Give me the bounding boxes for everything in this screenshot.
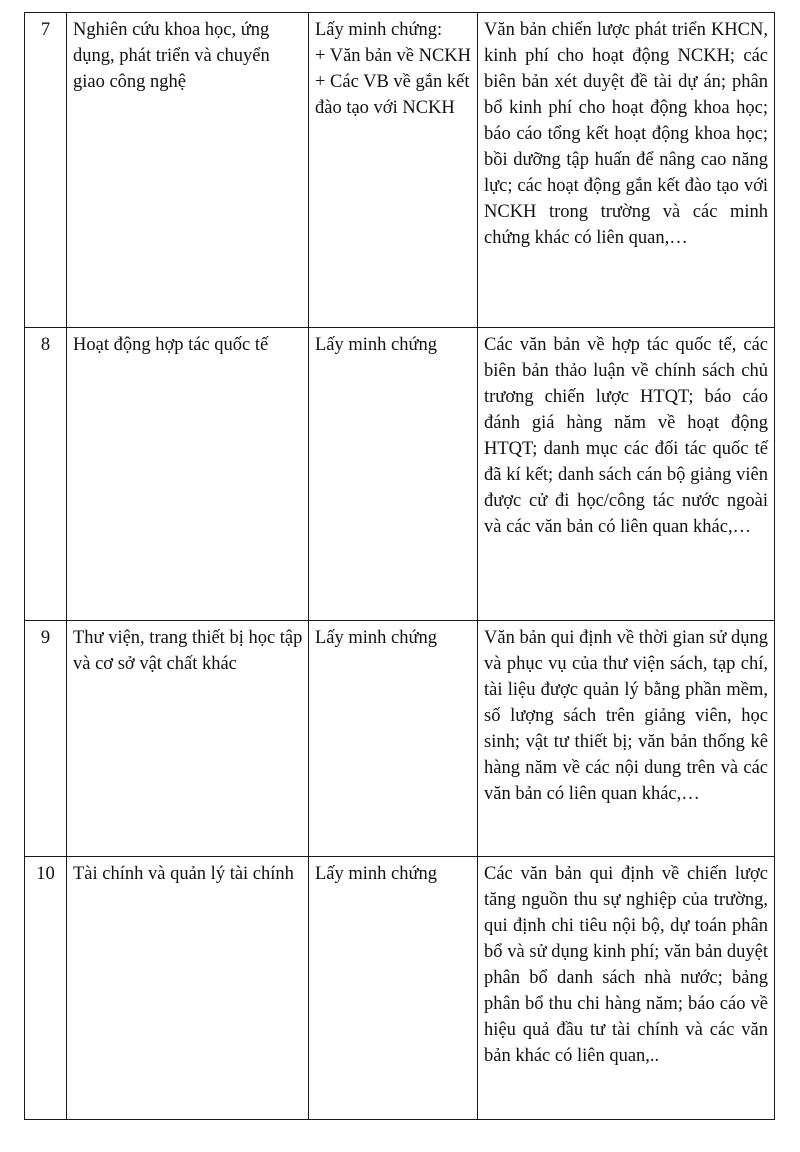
evidence-table	[24, 12, 775, 1120]
criterion-content: Thư viện, trang thiết bị học tập và cơ sở vật chất khác	[67, 621, 309, 857]
criterion-content: Nghiên cứu khoa học, ứng dụng, phát triển và chuyển giao công nghệ	[67, 13, 309, 328]
evidence-description: Các văn bản về hợp tác quốc tế, các biên bản thảo luận về chính sách chủ trương chiến lược HTQT; báo cáo đánh giá hàng năm về hoạt động HTQT; danh mục các đối tác quốc tế đã kí kết; danh sách cán bộ giảng viên được cử đi học/công tác nước ngoài và các văn bản có liên quan khác,…	[478, 328, 775, 621]
evidence-description: Văn bản qui định về thời gian sử dụng và phục vụ của thư viện sách, tạp chí, tài liệu được quản lý bằng phần mềm, số lượng sách trên giảng viên, học sinh; vật tư thiết bị; văn bản thống kê hàng năm về các nội dung trên và các văn bản có liên quan khác,…	[478, 621, 775, 857]
method-line: Lấy minh chứng	[315, 628, 438, 648]
criterion-content: Tài chính và quản lý tài chính	[67, 857, 309, 1120]
row-number: 9	[25, 621, 67, 857]
row-number: 8	[25, 328, 67, 621]
table-row	[25, 857, 775, 1120]
method-line: Lấy minh chứng:	[315, 20, 443, 40]
collection-method	[309, 857, 478, 1120]
collection-method	[309, 621, 478, 857]
method-line: + Các VB về gắn kết đào tạo với NCKH	[315, 72, 470, 118]
table-row	[25, 621, 775, 857]
row-number: 7	[25, 13, 67, 328]
method-line: Lấy minh chứng	[315, 864, 438, 884]
row-number: 10	[25, 857, 67, 1120]
method-line: + Văn bản về NCKH	[315, 46, 472, 66]
collection-method	[309, 13, 478, 328]
method-line: Lấy minh chứng	[315, 335, 438, 355]
criterion-content: Hoạt động hợp tác quốc tế	[67, 328, 309, 621]
evidence-description: Văn bản chiến lược phát triển KHCN, kinh phí cho hoạt động NCKH; các biên bản xét duyệt đề tài dự án; phân bổ kinh phí cho hoạt động khoa học; báo cáo tổng kết hoạt động khoa học; bồi dưỡng tập huấn để nâng cao năng lực; các hoạt động gắn kết đào tạo với NCKH trong trường và các minh chứng khác có liên quan,…	[478, 13, 775, 328]
table-row	[25, 328, 775, 621]
evidence-description: Các văn bản qui định về chiến lược tăng nguồn thu sự nghiệp của trường, qui định chi tiêu nội bộ, dự toán phân bổ và sử dụng kinh phí; văn bản duyệt phân bổ danh sách nhà nước; bảng phân bổ thu chi hàng năm; báo cáo về hiệu quả đầu tư tài chính và các văn bản khác có liên quan,..	[478, 857, 775, 1120]
collection-method	[309, 328, 478, 621]
table-row	[25, 13, 775, 328]
